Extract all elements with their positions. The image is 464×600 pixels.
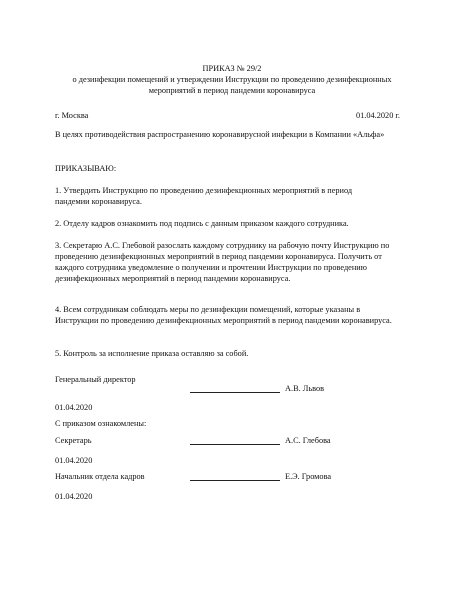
preamble: В целях противодействия распространению коронавирусной инфекции в Компании «Альфа»	[55, 130, 385, 139]
hr-head-signature-line	[190, 480, 280, 481]
secretary-date: 01.04.2020	[55, 456, 93, 465]
director-date: 01.04.2020	[55, 403, 93, 412]
order-item-1: 1. Утвердить Инструкцию по проведению дезинфекционных мероприятий в период пандемии коронавируса.	[55, 186, 353, 206]
document-subtitle-line-1: о дезинфекции помещений и утверждении Инструкции по проведению дезинфекционных	[72, 75, 392, 84]
acquainted-label: С приказом ознакомлены:	[55, 419, 147, 428]
director-signature-line	[190, 392, 280, 393]
director-position: Генеральный директор	[55, 375, 136, 384]
order-item-4: 4. Всем сотрудникам соблюдать меры по дезинфекции помещений, которые указаны в Инструкции по проведению дезинфекционных мероприятий в период пандемии коронавируса.	[55, 305, 392, 325]
document-title: ПРИКАЗ № 29/2	[202, 64, 262, 73]
order-word: ПРИКАЗЫВАЮ:	[55, 164, 117, 173]
order-item-3: 3. Секретарю А.С. Глебовой разослать каждому сотруднику на рабочую почту Инструкцию по проведению дезинфекционных мероприятий в период пандемии коронавируса. Получить от каждого сотрудника уведомление о получении и прочтении Инструкции по проведению дезинфекционных мероприятий в период пандемии коронавируса.	[55, 241, 390, 283]
secretary-position: Секретарь	[55, 436, 92, 445]
order-item-2: 2. Отделу кадров ознакомить под подпись с данным приказом каждого сотрудника.	[55, 219, 349, 228]
hr-head-date: 01.04.2020	[55, 492, 93, 501]
director-name: А.В. Львов	[285, 384, 325, 393]
document-place: г. Москва	[55, 111, 89, 120]
order-item-5: 5. Контроль за исполнение приказа оставляю за собой.	[55, 349, 249, 358]
secretary-signature-line	[190, 444, 280, 445]
document-subtitle-line-2: мероприятий в период пандемии коронавируса	[148, 86, 316, 95]
hr-head-name: Е.Э. Громова	[285, 472, 332, 481]
hr-head-position: Начальник отдела кадров	[55, 472, 145, 481]
document-date: 01.04.2020 г.	[356, 111, 400, 120]
secretary-name: А.С. Глебова	[285, 436, 331, 445]
